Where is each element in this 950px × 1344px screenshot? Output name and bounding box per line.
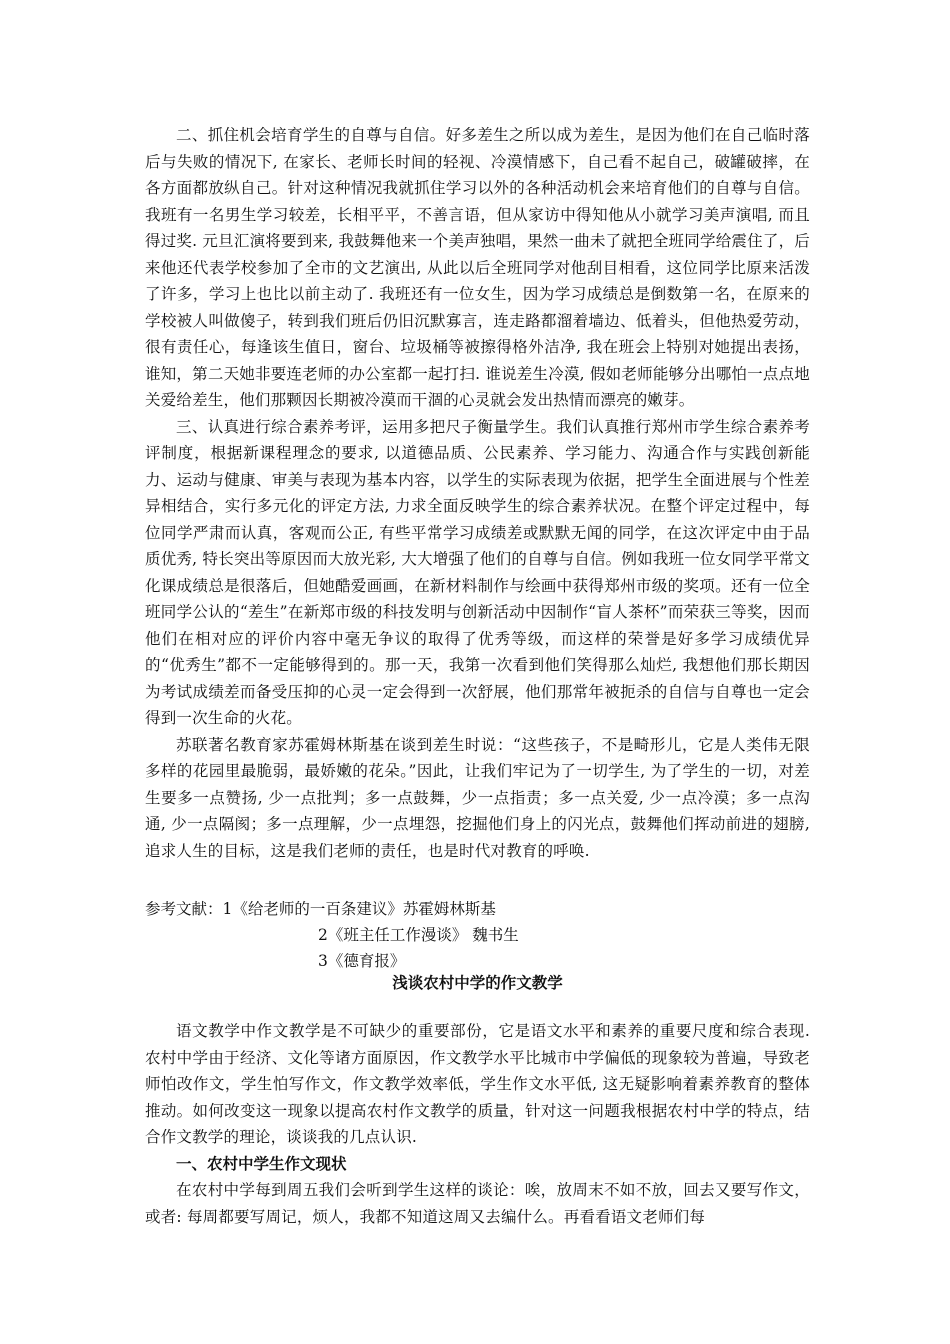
- article-title: 浅谈农村中学的作文教学: [392, 973, 563, 992]
- paragraph-3: 三、认真进行综合素养考评，运用多把尺子衡量学生。我们认真推行郑州市学生综合素养考评制度，根据新课程理念的要求, 以道德品质、公民素养、学习能力、沟通合作与实践创新能力、运动与健康、审美与表现为基本内容，以学生的实际表现为依据，把学生全面进展与个性差异相结合，实行多元化的评定方法, 力求全面反映学生的综合素养状况。在整个评定过程中，每位同学严肃而认真，客观而公正, 有些平常学习成绩差或默默无闻的同学，在这次评定中由于品质优秀, 特长突出等原因而大放光彩, 大大增强了他们的自尊与自信。例如我班一位女同学平常文化课成绩总是很落后，但她酷爱画画，在新材料制作与绘画中获得郑州市级的奖项。还有一位全班同学公认的“差生”在新郑市级的科技发明与创新活动中因制作“盲人茶杯”而荣获三等奖，因而他们在相对应的评价内容中毫无争议的取得了优秀等级，而这样的荣誉是好多学习成绩优异的“优秀生”都不一定能够得到的。那一天，我第一次看到他们笑得那么灿烂, 我想他们那长期因为考试成绩差而备受压抑的心灵一定会得到一次舒展，他们那常年被扼杀的自信与自尊也一定会得到一次生命的火花。: [145, 417, 810, 727]
- reference-first-line: [145, 896, 810, 922]
- reference-item: 1《给老师的一百条建议》苏霍姆林斯基: [222, 900, 496, 918]
- reference-item: 2《班主任工作漫谈》 魏书生: [318, 926, 519, 944]
- article-body: [145, 1018, 810, 1230]
- references-label: 参考文献：: [145, 900, 223, 918]
- paragraph-conclusion: 苏联著名教育家苏霍姆林斯基在谈到差生时说：“这些孩子，不是畸形儿，它是人类伟无限多样的花园里最脆弱，最娇嫩的花朵。”因此，让我们牢记为了一切学生, 为了学生的一切，对差生要多一点赞扬, 少一点批判；多一点鼓舞，少一点指责；多一点关爱, 少一点冷漠；多一点沟通, 少一点隔阂；多一点理解，少一点埋怨，挖掘他们身上的闪光点，鼓舞他们挥动前进的翅膀, 追求人生的目标，这是我们老师的责任，也是时代对教育的呼唤.: [145, 735, 810, 860]
- paragraph-2: 二、抓住机会培育学生的自尊与自信。好多差生之所以成为差生，是因为他们在自己临时落后与失败的情况下, 在家长、老师长时间的轻视、冷漠情感下，自己看不起自己，破罐破摔，在各方面都放纵自己。针对这种情况我就抓住学习以外的各种活动机会来培育他们的自尊与自信。我班有一名男生学习较差，长相平平，不善言语，但从家访中得知他从小就学习美声演唱, 而且得过奖. 元旦汇演将要到来, 我鼓舞他来一个美声独唱，果然一曲未了就把全班同学给震住了，后来他还代表学校参加了全市的文艺演出, 从此以后全班同学对他刮目相看，这位同学比原来活泼了许多，学习上也比以前主动了. 我班还有一位女生，因为学习成绩总是倒数第一名，在原来的学校被人叫做傻子，转到我们班后仍旧沉默寡言，连走路都溜着墙边、低着头，但他热爱劳动，很有责任心，每逢该生值日，窗台、垃圾桶等被擦得格外洁净, 我在班会上特别对她提出表扬，谁知，第二天她非要连老师的办公室都一起打扫. 谁说差生冷漠, 假如老师能够分出哪怕一点点地关爱给差生，他们那颗因长期被冷漠而干涸的心灵就会发出热情而漂亮的嫩芽。: [145, 126, 810, 409]
- article-intro: 语文教学中作文教学是不可缺少的重要部份，它是语文水平和素养的重要尺度和综合表现. 农村中学由于经济、文化等诸方面原因，作文教学水平比城市中学偏低的现象较为普遍，导致老师怕改作文，学生怕写作文，作文教学效率低，学生作文水平低, 这无疑影响着素养教育的整体推动。如何改变这一现象以提高农村作文教学的质量，针对这一问题我根据农村中学的特点，结合作文教学的理论，谈谈我的几点认识.: [145, 1022, 810, 1146]
- section-heading: 一、农村中学生作文现状: [176, 1153, 347, 1173]
- section-text: 在农村中学每到周五我们会听到学生这样的谈论：唉，放周末不如不放，回去又要写作文，或者: 每周都要写周记，烦人，我都不知道这周又去编什么。再看看语文老师们每: [145, 1181, 810, 1226]
- main-body: [145, 122, 810, 864]
- reference-item: 3《德育报》: [318, 952, 406, 970]
- references: [145, 896, 810, 974]
